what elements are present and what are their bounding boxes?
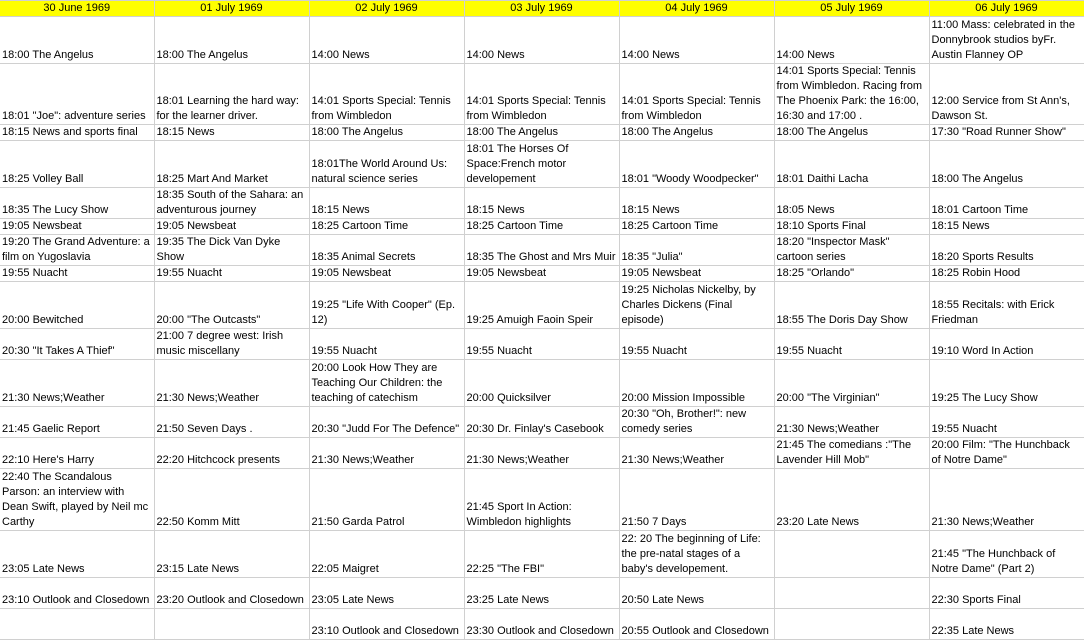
table-row xyxy=(0,329,1084,360)
table-cell: 23:05 Late News xyxy=(309,578,464,609)
table-cell: 18:25 Mart And Market xyxy=(154,141,309,188)
column-header: 06 July 1969 xyxy=(929,1,1084,17)
table-cell: 22:25 "The FBI" xyxy=(464,531,619,578)
table-cell: 19:05 Newsbeat xyxy=(0,219,154,235)
table-cell: 22:35 Late News xyxy=(929,609,1084,640)
table-cell: 19:05 Newsbeat xyxy=(464,266,619,282)
table-cell: 18:15 News xyxy=(929,219,1084,235)
table-cell: 14:00 News xyxy=(619,17,774,64)
column-header: 03 July 1969 xyxy=(464,1,619,17)
table-row xyxy=(0,407,1084,438)
table-cell: 18:00 The Angelus xyxy=(619,125,774,141)
table-cell: 20:00 Quicksilver xyxy=(464,360,619,407)
table-cell xyxy=(154,609,309,640)
table-cell: 21:30 News;Weather xyxy=(774,407,929,438)
table-cell: 19:55 Nuacht xyxy=(774,329,929,360)
table-cell: 18:35 Animal Secrets xyxy=(309,235,464,266)
table-cell: 18:01 "Woody Woodpecker" xyxy=(619,141,774,188)
column-header: 30 June 1969 xyxy=(0,1,154,17)
table-cell: 21:30 News;Weather xyxy=(464,438,619,469)
table-cell: 17:30 "Road Runner Show" xyxy=(929,125,1084,141)
header-row xyxy=(0,1,1084,17)
table-cell: 18:25 Cartoon Time xyxy=(309,219,464,235)
table-cell: 14:00 News xyxy=(464,17,619,64)
table-cell: 21:50 Seven Days . xyxy=(154,407,309,438)
table-cell: 12:00 Service from St Ann's, Dawson St. xyxy=(929,64,1084,125)
table-cell: 18:15 News xyxy=(619,188,774,219)
table-row xyxy=(0,188,1084,219)
table-cell: 19:25 The Lucy Show xyxy=(929,360,1084,407)
table-cell: 19:55 Nuacht xyxy=(464,329,619,360)
table-cell: 18:35 The Lucy Show xyxy=(0,188,154,219)
table-cell: 19:05 Newsbeat xyxy=(154,219,309,235)
table-cell: 21:50 Garda Patrol xyxy=(309,469,464,531)
table-cell: 18:15 News and sports final xyxy=(0,125,154,141)
table-cell: 22: 20 The beginning of Life: the pre-natal stages of a baby's developement. xyxy=(619,531,774,578)
table-cell: 18:20 "Inspector Mask" cartoon series xyxy=(774,235,929,266)
table-cell: 14:01 Sports Special: Tennis from Wimbledon xyxy=(464,64,619,125)
table-cell: 23:10 Outlook and Closedown xyxy=(0,578,154,609)
table-cell: 18:10 Sports Final xyxy=(774,219,929,235)
table-cell: 18:55 Recitals: with Erick Friedman xyxy=(929,282,1084,329)
table-cell: 19:10 Word In Action xyxy=(929,329,1084,360)
table-cell: 19:35 The Dick Van Dyke Show xyxy=(154,235,309,266)
table-cell: 21:50 7 Days xyxy=(619,469,774,531)
table-cell: 20:30 Dr. Finlay's Casebook xyxy=(464,407,619,438)
table-cell: 19:25 Amuigh Faoin Speir xyxy=(464,282,619,329)
table-cell: 22:30 Sports Final xyxy=(929,578,1084,609)
table-cell: 18:01The World Around Us: natural science series xyxy=(309,141,464,188)
table-cell: 21:00 7 degree west: Irish music miscellany xyxy=(154,329,309,360)
table-cell: 18:00 The Angelus xyxy=(774,125,929,141)
table-cell: 23:30 Outlook and Closedown xyxy=(464,609,619,640)
table-cell: 18:25 Robin Hood xyxy=(929,266,1084,282)
table-cell: 22:50 Komm Mitt xyxy=(154,469,309,531)
table-cell: 20:00 Mission Impossible xyxy=(619,360,774,407)
table-cell: 19:55 Nuacht xyxy=(154,266,309,282)
table-cell: 21:45 "The Hunchback of Notre Dame" (Part 2) xyxy=(929,531,1084,578)
table-row xyxy=(0,360,1084,407)
table-cell: 21:30 News;Weather xyxy=(154,360,309,407)
table-row xyxy=(0,235,1084,266)
table-cell: 14:01 Sports Special: Tennis from Wimbledon xyxy=(619,64,774,125)
column-header: 05 July 1969 xyxy=(774,1,929,17)
table-cell: 18:05 News xyxy=(774,188,929,219)
table-row xyxy=(0,469,1084,531)
table-cell: 21:30 News;Weather xyxy=(0,360,154,407)
table-cell xyxy=(774,531,929,578)
table-cell: 19:05 Newsbeat xyxy=(309,266,464,282)
table-cell: 20:00 Film: "The Hunchback of Notre Dame" xyxy=(929,438,1084,469)
table-cell: 23:20 Late News xyxy=(774,469,929,531)
table-cell: 22:05 Maigret xyxy=(309,531,464,578)
column-header: 02 July 1969 xyxy=(309,1,464,17)
table-cell: 11:00 Mass: celebrated in the Donnybrook studios byFr. Austin Flanney OP xyxy=(929,17,1084,64)
table-cell: 18:15 News xyxy=(464,188,619,219)
table-cell xyxy=(774,578,929,609)
table-row xyxy=(0,282,1084,329)
table-cell: 14:01 Sports Special: Tennis from Wimbledon. Racing from The Phoenix Park: the 16:00, 16:30 and 17:00 . xyxy=(774,64,929,125)
table-cell: 22:40 The Scandalous Parson: an interview with Dean Swift, played by Neil mc Carthy xyxy=(0,469,154,531)
table-cell: 18:25 "Orlando" xyxy=(774,266,929,282)
table-cell: 21:30 News;Weather xyxy=(619,438,774,469)
table-row xyxy=(0,64,1084,125)
table-cell: 18:35 The Ghost and Mrs Muir xyxy=(464,235,619,266)
table-cell: 19:55 Nuacht xyxy=(0,266,154,282)
table-cell: 20:00 "The Virginian" xyxy=(774,360,929,407)
table-row xyxy=(0,438,1084,469)
table-cell: 18:01 Daithi Lacha xyxy=(774,141,929,188)
column-header: 01 July 1969 xyxy=(154,1,309,17)
table-cell: 20:00 "The Outcasts" xyxy=(154,282,309,329)
table-cell: 18:00 The Angelus xyxy=(309,125,464,141)
table-row xyxy=(0,609,1084,640)
table-cell: 18:00 The Angelus xyxy=(154,17,309,64)
table-cell: 18:01 "Joe": adventure series xyxy=(0,64,154,125)
table-cell: 14:00 News xyxy=(309,17,464,64)
table-cell: 19:25 "Life With Cooper" (Ep. 12) xyxy=(309,282,464,329)
table-cell: 20:30 "It Takes A Thief" xyxy=(0,329,154,360)
column-header: 04 July 1969 xyxy=(619,1,774,17)
table-cell: 23:10 Outlook and Closedown xyxy=(309,609,464,640)
table-row xyxy=(0,578,1084,609)
table-cell: 14:01 Sports Special: Tennis from Wimbledon xyxy=(309,64,464,125)
table-cell: 19:20 The Grand Adventure: a film on Yugoslavia xyxy=(0,235,154,266)
table-cell: 18:00 The Angelus xyxy=(0,17,154,64)
table-cell: 21:45 Sport In Action: Wimbledon highlights xyxy=(464,469,619,531)
table-cell: 18:55 The Doris Day Show xyxy=(774,282,929,329)
table-cell: 18:01 Cartoon Time xyxy=(929,188,1084,219)
table-cell: 20:30 "Judd For The Defence" xyxy=(309,407,464,438)
table-cell: 23:15 Late News xyxy=(154,531,309,578)
table-cell xyxy=(774,609,929,640)
table-cell: 20:50 Late News xyxy=(619,578,774,609)
table-cell: 18:25 Cartoon Time xyxy=(464,219,619,235)
table-cell: 21:45 The comedians :"The Lavender Hill Mob" xyxy=(774,438,929,469)
table-cell: 18:00 The Angelus xyxy=(464,125,619,141)
table-cell: 18:20 Sports Results xyxy=(929,235,1084,266)
table-row xyxy=(0,219,1084,235)
table-cell: 18:35 South of the Sahara: an adventurous journey xyxy=(154,188,309,219)
table-cell: 21:45 Gaelic Report xyxy=(0,407,154,438)
table-cell: 18:00 The Angelus xyxy=(929,141,1084,188)
table-cell: 18:35 "Julia" xyxy=(619,235,774,266)
table-cell xyxy=(0,609,154,640)
table-row xyxy=(0,266,1084,282)
table-cell: 18:25 Cartoon Time xyxy=(619,219,774,235)
table-cell: 23:25 Late News xyxy=(464,578,619,609)
table-cell: 21:30 News;Weather xyxy=(929,469,1084,531)
table-cell: 18:15 News xyxy=(154,125,309,141)
table-cell: 18:15 News xyxy=(309,188,464,219)
table-cell: 20:00 Look How They are Teaching Our Children: the teaching of catechism xyxy=(309,360,464,407)
table-cell: 23:05 Late News xyxy=(0,531,154,578)
table-cell: 21:30 News;Weather xyxy=(309,438,464,469)
table-cell: 19:05 Newsbeat xyxy=(619,266,774,282)
table-cell: 20:00 Bewitched xyxy=(0,282,154,329)
table-row xyxy=(0,17,1084,64)
table-row xyxy=(0,141,1084,188)
table-cell: 22:10 Here's Harry xyxy=(0,438,154,469)
table-row xyxy=(0,531,1084,578)
table-cell: 19:25 Nicholas Nickelby, by Charles Dickens (Final episode) xyxy=(619,282,774,329)
table-cell: 19:55 Nuacht xyxy=(929,407,1084,438)
table-cell: 18:01 The Horses Of Space:French motor developement xyxy=(464,141,619,188)
table-cell: 20:30 "Oh, Brother!": new comedy series xyxy=(619,407,774,438)
table-cell: 23:20 Outlook and Closedown xyxy=(154,578,309,609)
table-cell: 19:55 Nuacht xyxy=(619,329,774,360)
table-cell: 19:55 Nuacht xyxy=(309,329,464,360)
table-row xyxy=(0,125,1084,141)
table-cell: 18:01 Learning the hard way: for the learner driver. xyxy=(154,64,309,125)
table-cell: 18:25 Volley Ball xyxy=(0,141,154,188)
table-cell: 22:20 Hitchcock presents xyxy=(154,438,309,469)
table-cell: 20:55 Outlook and Closedown xyxy=(619,609,774,640)
table-cell: 14:00 News xyxy=(774,17,929,64)
